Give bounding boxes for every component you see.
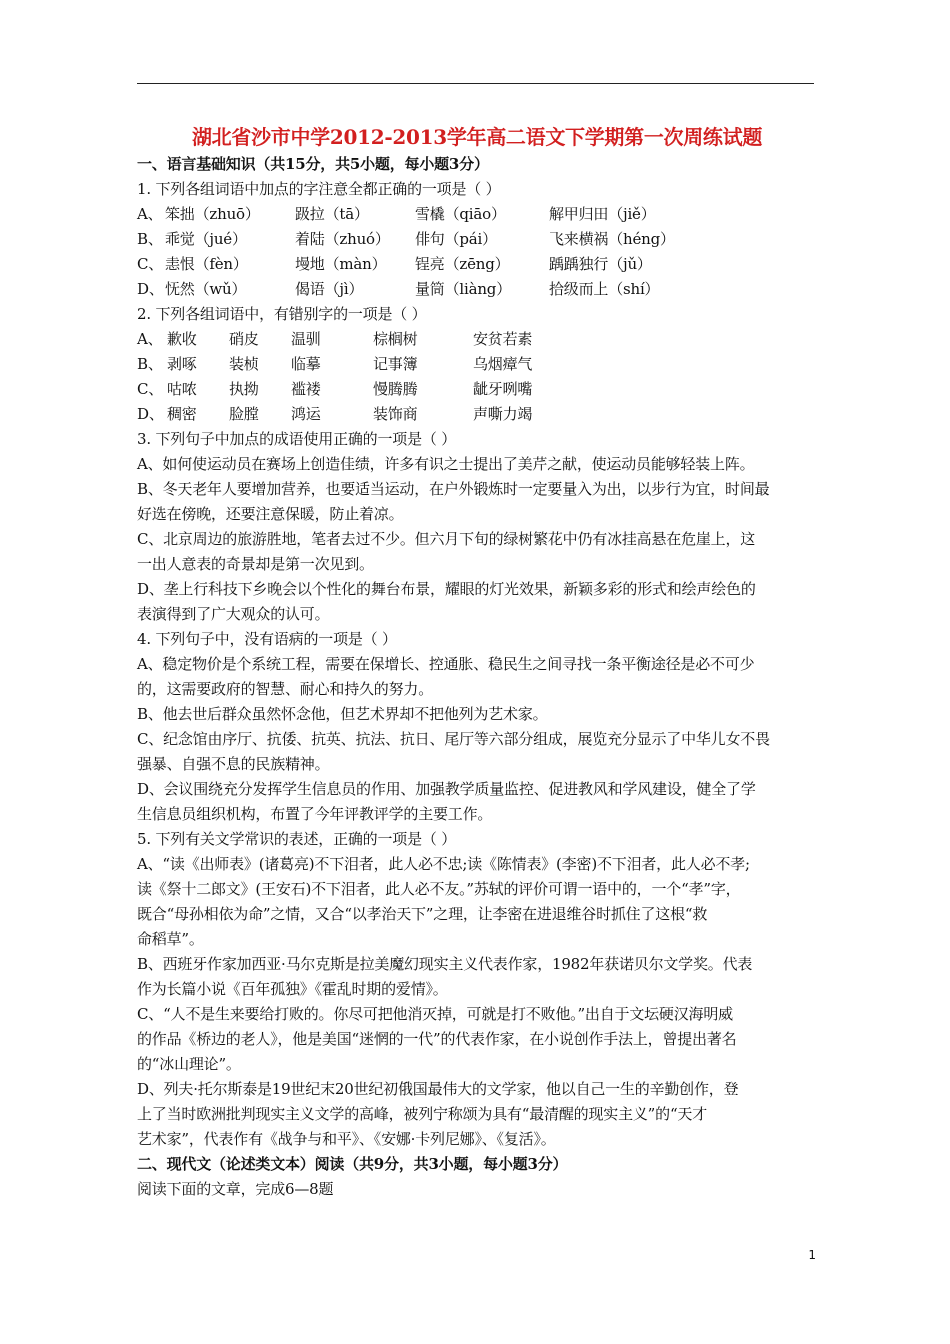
q2-option-cell: A、 (137, 330, 163, 348)
q2-option-cell: 咕哝 (167, 380, 197, 398)
q5-line: 既合“母孙相依为命”之情，又合“以孝治天下”之理，让李密在进退维谷时抓住了这根“救 (137, 905, 708, 923)
q1-option-cell: 乖觉（jué） (165, 230, 247, 248)
q2-option-cell: 执拗 (229, 380, 259, 398)
q1-option-row (137, 252, 817, 277)
q5-line: 的“冰山理论”。 (137, 1055, 241, 1073)
q3-option-b-line2: 好选在傍晚，还要注意保暖，防止着凉。 (137, 505, 404, 523)
q2-option-cell: 鸿运 (291, 405, 321, 423)
q1-option-cell: 拾级而上（shí） (549, 280, 660, 298)
q5-line: 上了当时欧洲批判现实主义文学的高峰，被列宁称颂为具有“最清醒的现实主义”的“天才 (137, 1105, 708, 1123)
q1-option-cell: 笨拙（zhuō） (165, 205, 260, 223)
q1-option-cell: 墁地（màn） (295, 255, 387, 273)
q2-option-row (137, 377, 817, 402)
q2-option-cell: 褴褛 (291, 380, 321, 398)
q4-line: 强暴、自强不息的民族精神。 (137, 755, 330, 773)
q4-line: C、纪念馆由序厅、抗倭、抗英、抗法、抗日、尾厅等六部分组成，展览充分显示了中华儿女不畏 (137, 730, 770, 748)
q2-option-cell: 安贫若素 (473, 330, 533, 348)
q1-option-cell: 雪橇（qiāo） (415, 205, 506, 223)
page-title: 湖北省沙市中学2012-2013学年高二语文下学期第一次周练试题 (191, 125, 763, 149)
q2-option-row (137, 352, 817, 377)
q3-option-c-line1: C、北京周边的旅游胜地，笔者去过不少。但六月下旬的绿树繁花中仍有冰挂高悬在危崖上，这 (137, 530, 756, 548)
q5-line: 的作品《桥边的老人》，他是美国“迷惘的一代”的代表作家，在小说创作手法上，曾提出著名 (137, 1030, 737, 1048)
page-number: 1 (808, 1248, 816, 1262)
q3-option-d-line1: D、垄上行科技下乡晚会以个性化的舞台布景，耀眼的灯光效果，新颖多彩的形式和绘声绘色的 (137, 580, 756, 598)
q3-option-a: A、如何使运动员在赛场上创造佳绩，许多有识之士提出了美芹之献，使运动员能够轻装上阵。 (137, 455, 755, 473)
q5-line: 读《祭十二郎文》(王安石)不下泪者，此人必不友。”苏轼的评价可谓一语中的，一个“孝”字， (137, 880, 741, 898)
q1-options (137, 202, 817, 302)
section-2-heading: 二、现代文（论述类文本）阅读（共9分，共3小题，每小题3分） (137, 1155, 568, 1173)
q3-option-b-line1: B、冬天老年人要增加营养，也要适当运动，在户外锻炼时一定要量入为出，以步行为宜，时间最 (137, 480, 770, 498)
q3-stem: 3. 下列句子中加点的成语使用正确的一项是（ ） (137, 430, 457, 448)
q2-option-cell: 歉收 (167, 330, 197, 348)
q5-line: C、“人不是生来要给打败的。你尽可把他消灭掉，可就是打不败他。”出自于文坛硬汉海明威 (137, 1005, 733, 1023)
q2-option-cell: 装桢 (229, 355, 259, 373)
q2-option-cell: 龇牙咧嘴 (473, 380, 533, 398)
q5-line: 作为长篇小说《百年孤独》《霍乱时期的爱情》。 (137, 980, 448, 998)
q1-option-cell: 趿拉（tā） (295, 205, 369, 223)
document-body (137, 120, 817, 1202)
q4-stem: 4. 下列句子中，没有语病的一项是（ ） (137, 630, 397, 648)
q2-stem: 2. 下列各组词语中，有错别字的一项是（ ） (137, 305, 427, 323)
q1-option-row (137, 277, 817, 302)
q2-option-cell: 装饰商 (373, 405, 418, 423)
q2-option-cell: B、 (137, 355, 163, 373)
q1-option-cell: A、 (137, 205, 163, 223)
q2-option-cell: 稠密 (167, 405, 197, 423)
q1-option-cell: B、 (137, 230, 163, 248)
q4-line: A、稳定物价是个系统工程，需要在保增长、控通胀、稳民生之间寻找一条平衡途径是必不可少 (137, 655, 755, 673)
q2-option-cell: 棕榈树 (373, 330, 418, 348)
q1-option-cell: 恚恨（fèn） (165, 255, 248, 273)
q1-stem: 1. 下列各组词语中加点的字注意全都正确的一项是（ ） (137, 180, 501, 198)
q2-option-cell: 记事簿 (373, 355, 418, 373)
q1-option-cell: 解甲归田（jiě） (549, 205, 656, 223)
q2-option-cell: 临摹 (291, 355, 321, 373)
section-2-intro: 阅读下面的文章，完成6—8题 (137, 1180, 334, 1198)
q4-line: 生信息员组织机构，布置了今年评教评学的主要工作。 (137, 805, 493, 823)
q2-option-cell: D、 (137, 405, 164, 423)
q1-option-cell: 量筒（liàng） (415, 280, 512, 298)
q3-option-c-line2: 一出人意表的奇景却是第一次见到。 (137, 555, 374, 573)
q3-option-d-line2: 表演得到了广大观众的认可。 (137, 605, 330, 623)
section-1-heading: 一、语言基础知识（共15分，共5小题，每小题3分） (137, 155, 489, 173)
q5-line: 艺术家”，代表作有《战争与和平》、《安娜·卡列尼娜》、《复活》。 (137, 1130, 556, 1148)
q1-option-row (137, 227, 817, 252)
q1-option-cell: D、 (137, 280, 164, 298)
q5-line: 命稻草”。 (137, 930, 204, 948)
q2-options (137, 327, 817, 427)
q5-line: D、列夫·托尔斯泰是19世纪末20世纪初俄国最伟大的文学家，他以自己一生的辛勤创作，登 (137, 1080, 739, 1098)
q5-stem: 5. 下列有关文学常识的表述，正确的一项是（ ） (137, 830, 457, 848)
q4-line: 的，这需要政府的智慧、耐心和持久的努力。 (137, 680, 434, 698)
q4-line: D、会议围绕充分发挥学生信息员的作用、加强教学质量监控、促进教风和学风建设，健全了学 (137, 780, 756, 798)
q1-option-cell: C、 (137, 255, 164, 273)
header-rule (137, 83, 814, 84)
q2-option-cell: 温驯 (291, 330, 321, 348)
q2-option-cell: 剥啄 (167, 355, 197, 373)
q2-option-cell: 脸膛 (229, 405, 259, 423)
q5-line: B、西班牙作家加西亚·马尔克斯是拉美魔幻现实主义代表作家，1982年获诺贝尔文学奖。代表 (137, 955, 753, 973)
q1-option-cell: 俳句（pái） (415, 230, 497, 248)
q1-option-cell: 着陆（zhuó） (295, 230, 390, 248)
q1-option-cell: 怃然（wǔ） (165, 280, 247, 298)
q4-line: B、他去世后群众虽然怀念他，但艺术界却不把他列为艺术家。 (137, 705, 548, 723)
q2-option-cell: 硝皮 (229, 330, 259, 348)
q1-option-cell: 飞来横祸（héng） (549, 230, 675, 248)
q2-option-row (137, 402, 817, 427)
q1-option-cell: 锃亮（zēng） (415, 255, 510, 273)
q1-option-row (137, 202, 817, 227)
q5-line: A、“读《出师表》(诸葛亮)不下泪者，此人必不忠;读《陈情表》(李密)不下泪者，此人必不孝; (137, 855, 750, 873)
q2-option-cell: 慢腾腾 (373, 380, 418, 398)
q1-option-cell: 偈语（jì） (295, 280, 364, 298)
q2-option-row (137, 327, 817, 352)
q2-option-cell: C、 (137, 380, 164, 398)
q2-option-cell: 声嘶力竭 (473, 405, 533, 423)
q1-option-cell: 踽踽独行（jǔ） (549, 255, 652, 273)
q2-option-cell: 乌烟瘴气 (473, 355, 533, 373)
